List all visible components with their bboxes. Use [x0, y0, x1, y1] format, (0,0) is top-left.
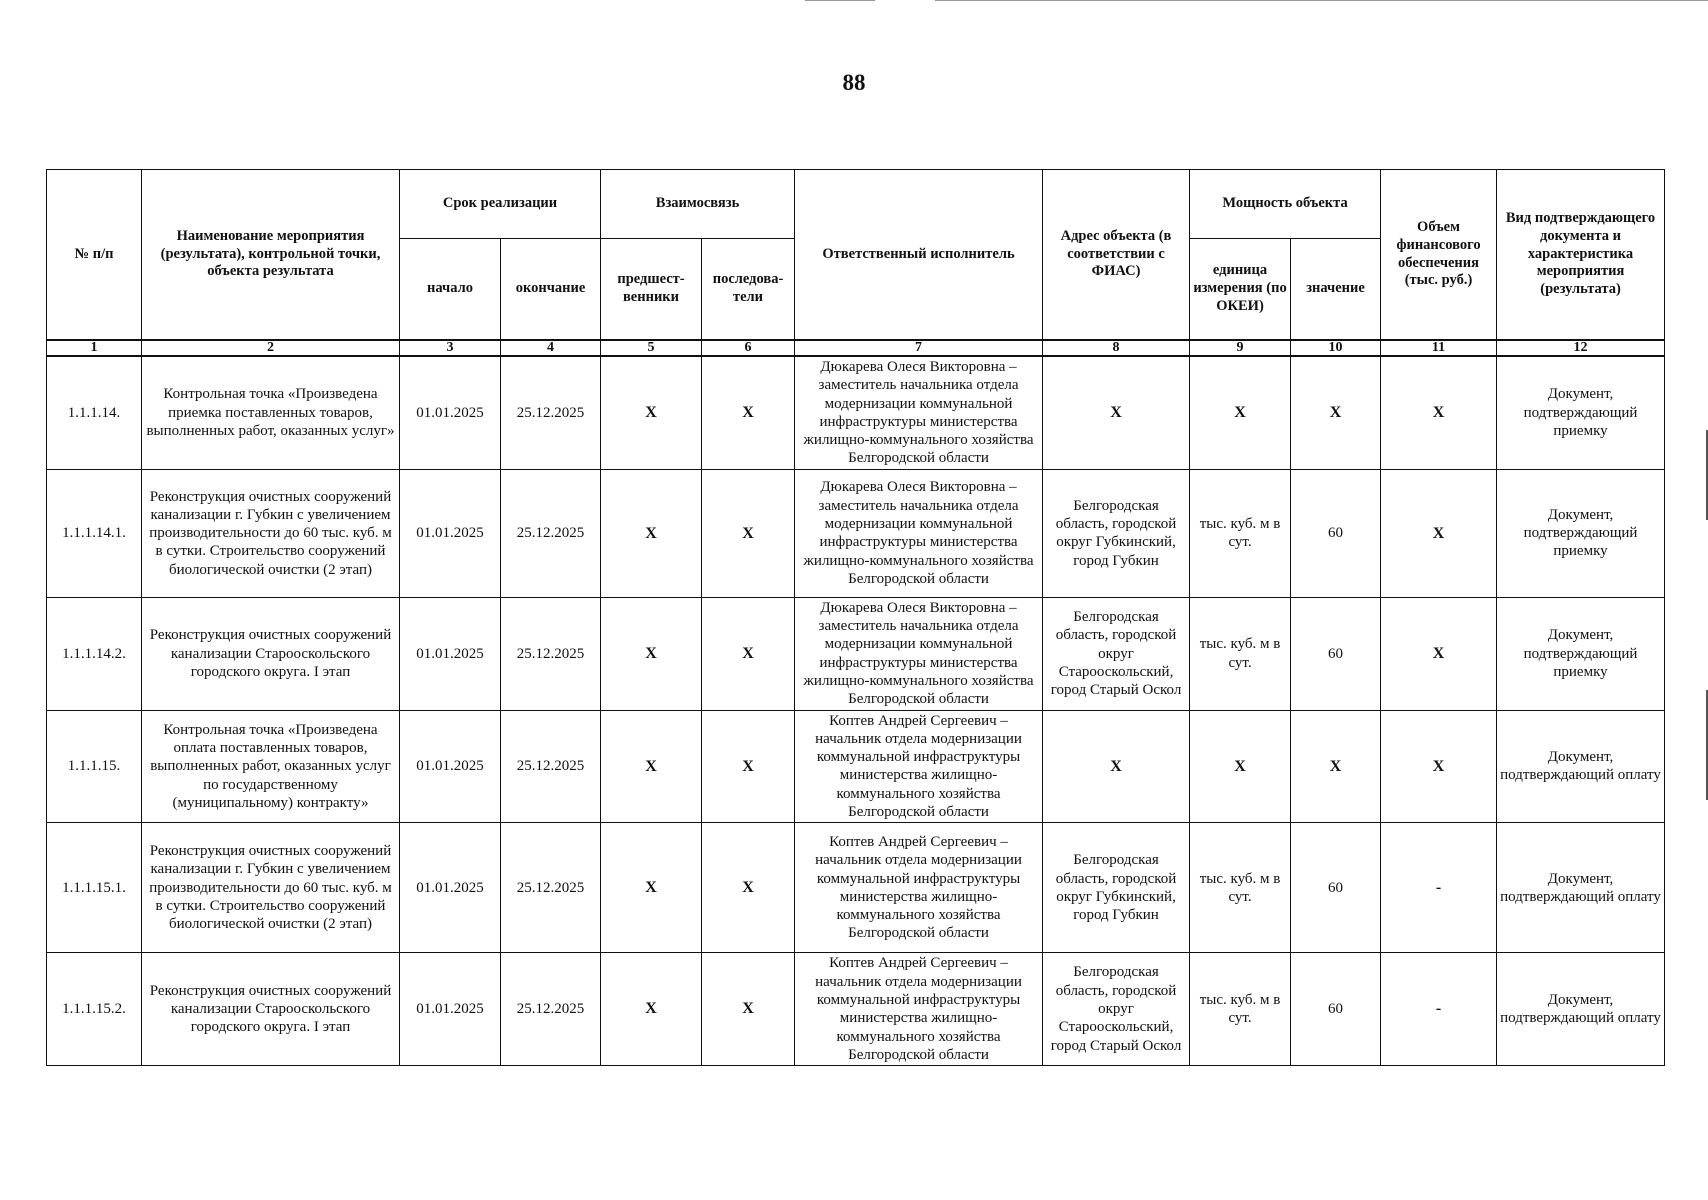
- row-num: 1.1.1.15.: [47, 710, 142, 823]
- row-end-date: 25.12.2025: [501, 597, 601, 710]
- row-end-date: 25.12.2025: [501, 469, 601, 597]
- row-finance: X: [1381, 710, 1497, 823]
- row-doc: Документ, подтверждающий приемку: [1497, 469, 1665, 597]
- header-capacity-unit: единица измерения (по ОКЕИ): [1190, 239, 1291, 341]
- scan-top-rule: [805, 0, 875, 1]
- table-row: [47, 710, 1665, 823]
- col-number: 2: [142, 340, 400, 356]
- row-name: Реконструкция очистных сооружений канализации Старооскольского городского округа. I этап: [142, 953, 400, 1066]
- row-address: Белгородская область, городской округ Губкинский, город Губкин: [1043, 823, 1190, 953]
- row-responsible: Дюкарева Олеся Викторовна – заместитель начальника отдела модернизации коммунальной инфраструктуры министерства жилищно-коммунального хозяйства Белгородской области: [795, 356, 1043, 469]
- row-value: 60: [1291, 953, 1381, 1066]
- scan-top-rule: [935, 0, 1708, 1]
- row-finance: X: [1381, 597, 1497, 710]
- row-finance: X: [1381, 469, 1497, 597]
- row-start-date: 01.01.2025: [400, 710, 501, 823]
- col-number: 12: [1497, 340, 1665, 356]
- row-start-date: 01.01.2025: [400, 356, 501, 469]
- row-address: Белгородская область, городской округ Старооскольский, город Старый Оскол: [1043, 597, 1190, 710]
- row-start-date: 01.01.2025: [400, 597, 501, 710]
- row-start-date: 01.01.2025: [400, 469, 501, 597]
- row-value: X: [1291, 710, 1381, 823]
- table-row: [47, 953, 1665, 1066]
- row-num: 1.1.1.15.1.: [47, 823, 142, 953]
- row-end-date: 25.12.2025: [501, 356, 601, 469]
- row-value: X: [1291, 356, 1381, 469]
- header-capacity-value: значение: [1291, 239, 1381, 341]
- row-address: Белгородская область, городской округ Губкинский, город Губкин: [1043, 469, 1190, 597]
- row-doc: Документ, подтверждающий приемку: [1497, 356, 1665, 469]
- row-prev: X: [601, 469, 702, 597]
- row-finance: -: [1381, 823, 1497, 953]
- row-doc: Документ, подтверждающий оплату: [1497, 710, 1665, 823]
- col-number: 5: [601, 340, 702, 356]
- row-next: X: [702, 356, 795, 469]
- row-address: Белгородская область, городской округ Старооскольский, город Старый Оскол: [1043, 953, 1190, 1066]
- row-prev: X: [601, 823, 702, 953]
- row-address: X: [1043, 710, 1190, 823]
- page-number: 88: [842, 70, 866, 95]
- header-num: № п/п: [47, 170, 142, 341]
- col-number: 9: [1190, 340, 1291, 356]
- header-responsible: Ответственный исполнитель: [795, 170, 1043, 341]
- row-prev: X: [601, 597, 702, 710]
- row-name: Реконструкция очистных сооружений канализации Старооскольского городского округа. I этап: [142, 597, 400, 710]
- row-unit: тыс. куб. м в сут.: [1190, 953, 1291, 1066]
- row-num: 1.1.1.14.1.: [47, 469, 142, 597]
- row-end-date: 25.12.2025: [501, 823, 601, 953]
- row-finance: X: [1381, 356, 1497, 469]
- row-next: X: [702, 953, 795, 1066]
- row-unit: X: [1190, 356, 1291, 469]
- header-address: Адрес объекта (в соответствии с ФИАС): [1043, 170, 1190, 341]
- row-next: X: [702, 823, 795, 953]
- row-start-date: 01.01.2025: [400, 823, 501, 953]
- row-prev: X: [601, 710, 702, 823]
- row-responsible: Коптев Андрей Сергеевич – начальник отдела модернизации коммунальной инфраструктуры министерства жилищно-коммунального хозяйства Белгородской области: [795, 823, 1043, 953]
- row-address: X: [1043, 356, 1190, 469]
- row-prev: X: [601, 356, 702, 469]
- row-doc: Документ, подтверждающий приемку: [1497, 597, 1665, 710]
- row-doc: Документ, подтверждающий оплату: [1497, 823, 1665, 953]
- row-num: 1.1.1.14.2.: [47, 597, 142, 710]
- row-unit: X: [1190, 710, 1291, 823]
- events-table: [46, 169, 1665, 1066]
- row-num: 1.1.1.14.: [47, 356, 142, 469]
- row-responsible: Коптев Андрей Сергеевич – начальник отдела модернизации коммунальной инфраструктуры министерства жилищно-коммунального хозяйства Белгородской области: [795, 710, 1043, 823]
- col-number: 11: [1381, 340, 1497, 356]
- header-period: Срок реализации: [400, 170, 601, 239]
- header-finance: Объем финансового обеспечения (тыс. руб.): [1381, 170, 1497, 341]
- row-name: Контрольная точка «Произведена оплата поставленных товаров, выполненных работ, оказанных услуг по государственному (муниципальному) контракту»: [142, 710, 400, 823]
- row-responsible: Коптев Андрей Сергеевич – начальник отдела модернизации коммунальной инфраструктуры министерства жилищно-коммунального хозяйства Белгородской области: [795, 953, 1043, 1066]
- table-row: [47, 823, 1665, 953]
- table-row: [47, 597, 1665, 710]
- col-number: 3: [400, 340, 501, 356]
- header-link-prev: предшест-венники: [601, 239, 702, 341]
- row-name: Контрольная точка «Произведена приемка поставленных товаров, выполненных работ, оказанных услуг»: [142, 356, 400, 469]
- row-next: X: [702, 597, 795, 710]
- row-num: 1.1.1.15.2.: [47, 953, 142, 1066]
- row-end-date: 25.12.2025: [501, 953, 601, 1066]
- row-value: 60: [1291, 823, 1381, 953]
- row-end-date: 25.12.2025: [501, 710, 601, 823]
- row-prev: X: [601, 953, 702, 1066]
- row-value: 60: [1291, 597, 1381, 710]
- header-capacity: Мощность объекта: [1190, 170, 1381, 239]
- col-number: 8: [1043, 340, 1190, 356]
- col-number: 7: [795, 340, 1043, 356]
- col-number: 4: [501, 340, 601, 356]
- column-number-row: [47, 340, 1665, 356]
- col-number: 10: [1291, 340, 1381, 356]
- row-finance: -: [1381, 953, 1497, 1066]
- header-period-end: окончание: [501, 239, 601, 341]
- row-start-date: 01.01.2025: [400, 953, 501, 1066]
- col-number: 1: [47, 340, 142, 356]
- row-name: Реконструкция очистных сооружений канализации г. Губкин с увеличением производительности до 60 тыс. куб. м в сутки. Строительство сооружений биологической очистки (2 этап): [142, 823, 400, 953]
- table-row: [47, 469, 1665, 597]
- header-name: Наименование мероприятия (результата), контрольной точки, объекта результата: [142, 170, 400, 341]
- row-name: Реконструкция очистных сооружений канализации г. Губкин с увеличением производительности до 60 тыс. куб. м в сутки. Строительство сооружений биологической очистки (2 этап): [142, 469, 400, 597]
- row-responsible: Дюкарева Олеся Викторовна – заместитель начальника отдела модернизации коммунальной инфраструктуры министерства жилищно-коммунального хозяйства Белгородской области: [795, 597, 1043, 710]
- col-number: 6: [702, 340, 795, 356]
- row-responsible: Дюкарева Олеся Викторовна – заместитель начальника отдела модернизации коммунальной инфраструктуры министерства жилищно-коммунального хозяйства Белгородской области: [795, 469, 1043, 597]
- row-unit: тыс. куб. м в сут.: [1190, 823, 1291, 953]
- row-doc: Документ, подтверждающий оплату: [1497, 953, 1665, 1066]
- header-period-start: начало: [400, 239, 501, 341]
- header-link: Взаимосвязь: [601, 170, 795, 239]
- row-next: X: [702, 469, 795, 597]
- table-header-row: [47, 170, 1665, 239]
- header-link-next: последова-тели: [702, 239, 795, 341]
- row-next: X: [702, 710, 795, 823]
- row-unit: тыс. куб. м в сут.: [1190, 597, 1291, 710]
- row-unit: тыс. куб. м в сут.: [1190, 469, 1291, 597]
- table-row: [47, 356, 1665, 469]
- row-value: 60: [1291, 469, 1381, 597]
- header-doc: Вид подтверждающего документа и характеристика мероприятия (результата): [1497, 170, 1665, 341]
